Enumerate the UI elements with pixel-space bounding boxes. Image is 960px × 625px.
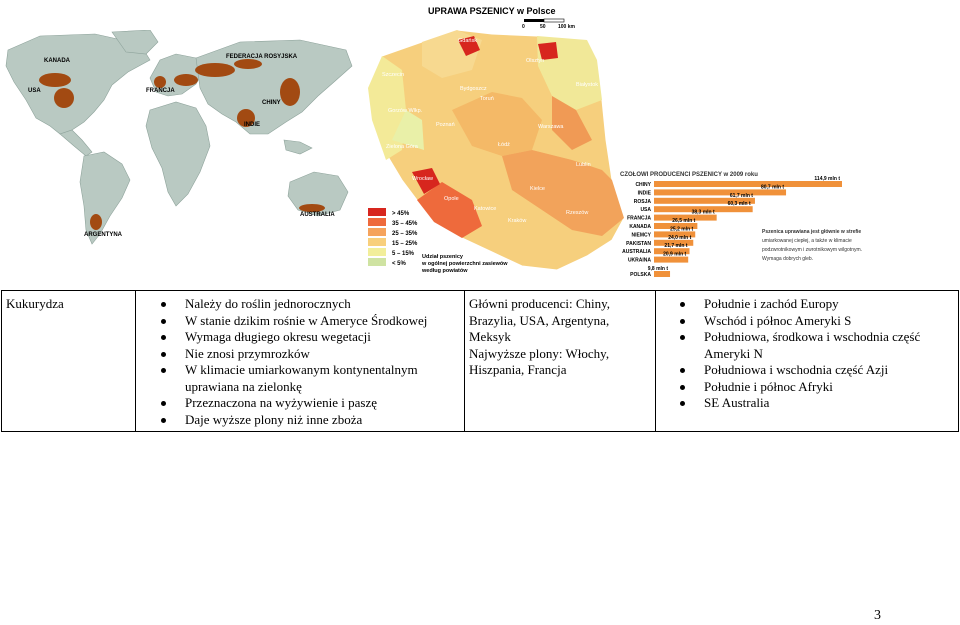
legend-swatch	[368, 218, 386, 226]
bar-country-label: AUSTRALIA	[622, 249, 651, 256]
bar-country-label: INDIE	[637, 190, 651, 197]
legend-caption-line-2: w ogólnej powierzchni zasiewów	[422, 261, 508, 267]
label-india: INDIE	[244, 122, 261, 128]
label-canada: KANADA	[44, 58, 70, 64]
list-item: Nie znosi przymrozków	[140, 346, 460, 363]
legend-swatch	[368, 228, 386, 236]
list-item: W klimacie umiarkowanym kontynentalnym uprawiana na zielonkę	[140, 362, 460, 395]
poland-map-title: UPRAWA PSZENICY w Polsce	[428, 6, 556, 16]
city-gorzow: Gorzów Wlkp.	[388, 108, 423, 114]
scale-0: 0	[522, 24, 525, 30]
city-olsztyn: Olsztyn	[526, 58, 545, 64]
producers-chart	[622, 176, 842, 278]
regions-list	[660, 296, 954, 412]
legend-label: 25 – 35%	[392, 231, 418, 237]
bar-value-label: 26,5 mln t	[672, 218, 696, 224]
bar-value-label: 61,7 mln t	[729, 192, 753, 199]
list-item: Południe i północ Afryki	[660, 379, 954, 396]
main-producers: Główni producenci: Chiny, Brazylia, USA, Argentyna, Meksyk	[469, 296, 611, 344]
bar-value-label: 9,8 mln t	[647, 266, 669, 272]
regions-cell	[656, 291, 959, 432]
legend-caption	[421, 254, 508, 274]
label-russia: FEDERACJA ROSYJSKA	[226, 54, 298, 60]
bar-country-label: CHINY	[635, 182, 651, 188]
label-usa: USA	[28, 88, 41, 94]
page-number: 3	[874, 608, 881, 623]
legend-swatch	[368, 248, 386, 256]
city-katowice: Katowice	[474, 206, 497, 212]
city-krakow: Kraków	[508, 218, 527, 224]
city-bialystok: Białystok	[576, 82, 599, 88]
highest-yields: Najwyższe plony: Włochy, Hiszpania, Francja	[469, 345, 610, 377]
city-szczecin: Szczecin	[382, 72, 405, 78]
list-item: SE Australia	[660, 395, 954, 412]
bar-country-label: UKRAINA	[627, 257, 651, 264]
legend-swatch	[368, 208, 386, 216]
city-opole: Opole	[444, 196, 459, 202]
label-france: FRANCJA	[146, 88, 175, 94]
bar-value-label: 60,3 mln t	[727, 201, 751, 208]
list-item: Wschód i północ Ameryki S	[660, 313, 954, 330]
bar-country-label: PAKISTAN	[626, 240, 651, 247]
city-rzeszow: Rzeszów	[566, 210, 589, 216]
poland-wheat-panel	[362, 0, 960, 290]
city-wroclaw: Wrocław	[412, 176, 433, 182]
city-lodz: Łódź	[498, 142, 510, 148]
city-gdansk: Gdańsk	[458, 38, 477, 44]
list-item: Należy do roślin jednorocznych	[140, 296, 460, 313]
poland-map-legend	[368, 208, 418, 267]
city-bydgoszcz: Bydgoszcz	[460, 86, 487, 92]
city-zielona-gora: Zielona Góra	[386, 144, 418, 150]
legend-caption-line-1: Udział pszenicy	[422, 254, 463, 260]
legend-swatch	[368, 238, 386, 246]
bar-country-label: NIEMCY	[631, 232, 651, 239]
label-china: CHINY	[262, 100, 281, 106]
note-line-1: Pszenica uprawiana jest głównie w strefie	[762, 229, 862, 235]
list-item: Południe i zachód Europy	[660, 296, 954, 313]
list-item: Daje wyższe plony niż inne zboża	[140, 412, 460, 429]
list-item: Przeznaczona na wyżywienie i paszę	[140, 395, 460, 412]
city-warszawa: Warszawa	[538, 124, 564, 130]
producers-chart-title: CZOŁOWI PRODUCENCI PSZENICY w 2009 roku	[620, 172, 758, 178]
bar-value-label: 80,7 mln t	[760, 184, 785, 191]
legend-swatch	[368, 258, 386, 266]
producers-cell	[465, 291, 656, 432]
city-torun: Toruń	[480, 96, 494, 102]
crop-name-cell	[2, 291, 136, 432]
legend-caption-line-3: według powiatów	[422, 268, 468, 274]
list-item: Południowa i wschodnia część Azji	[660, 362, 954, 379]
bar-value-label: 114,9 mln t	[814, 176, 840, 182]
legend-label: > 45%	[392, 211, 410, 217]
bar-country-label: KANADA	[629, 224, 651, 230]
city-poznan: Poznań	[436, 122, 455, 128]
producers-note	[762, 229, 862, 262]
bar-country-label: POLSKA	[630, 272, 651, 278]
bar-country-label: USA	[640, 207, 651, 214]
bar-country-label: FRANCJA	[627, 215, 651, 222]
city-lublin: Lublin	[576, 162, 591, 168]
legend-label: 5 – 15%	[392, 251, 415, 257]
label-argentina: ARGENTYNA	[84, 232, 123, 238]
label-australia: AUSTRALIA	[300, 212, 335, 218]
crop-name: Kukurydza	[6, 296, 64, 311]
world-wheat-map	[0, 30, 362, 250]
note-line-3: podzwrotnikowym i zwrotnikowym wilgotnym.	[762, 247, 863, 253]
note-line-2: umiarkowanej ciepłej, a także w klimacie	[762, 238, 852, 244]
list-item: Wymaga długiego okresu wegetacji	[140, 329, 460, 346]
features-list	[140, 296, 460, 428]
note-line-4: Wymaga dobrych gleb.	[762, 256, 814, 262]
features-cell	[136, 291, 465, 432]
city-kielce: Kielce	[530, 186, 545, 192]
bar-value-label: 21,7 mln t	[664, 243, 688, 250]
bar-value-label: 24,0 mln t	[668, 234, 692, 241]
list-item: Południowa, środkowa i wschodnia część Ameryki N	[660, 329, 954, 362]
bar-value-label: 25,2 mln t	[670, 226, 694, 233]
legend-label: 15 – 25%	[392, 241, 418, 247]
legend-label: 35 – 45%	[392, 221, 418, 227]
crop-table	[1, 290, 959, 432]
scale-50: 50	[540, 24, 546, 30]
bar-country-label: ROSJA	[633, 198, 651, 205]
legend-label: < 5%	[392, 261, 406, 267]
table-row	[2, 291, 959, 432]
list-item: W stanie dzikim rośnie w Ameryce Środkowej	[140, 313, 460, 330]
bar-value-label: 20,9 mln t	[663, 251, 687, 258]
scale-bar	[522, 19, 576, 30]
wheat-figure	[0, 0, 960, 290]
bar-value-label: 38,3 mln t	[691, 209, 715, 216]
scale-100: 100 km	[558, 24, 575, 30]
